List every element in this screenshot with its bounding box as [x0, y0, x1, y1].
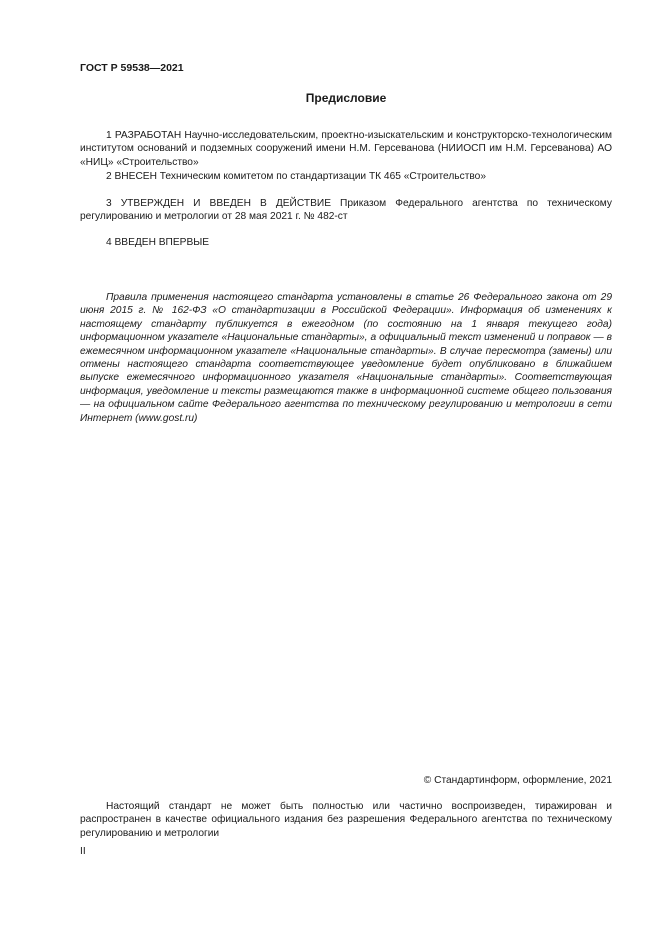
copyright-line: © Стандартинформ, оформление, 2021 — [423, 775, 612, 786]
paragraph-approved: 3 УТВЕРЖДЕН И ВВЕДЕН В ДЕЙСТВИЕ Приказом Федерального агентства по техническому регулированию и метрологии от 28 мая 2021 г. № 482-ст — [80, 198, 612, 223]
document-code: ГОСТ Р 59538—2021 — [80, 62, 184, 74]
paragraph-first-introduced: 4 ВВЕДЕН ВПЕРВЫЕ — [106, 237, 210, 248]
page-number: II — [80, 846, 86, 857]
page-title: Предисловие — [305, 91, 387, 105]
application-rules-notice: Правила применения настоящего стандарта установлены в статье 26 Федерального закона от 29 июня 2015 г. № 162-ФЗ «О стандартизации в Российской Федерации». Информация об изменениях к настоящему стандарту публикуется в ежегодном (по состоянию на 1 января текущего года) информационном указателе «Национальные стандарты», а официальный текст изменений и поправок — в ежемесячном информационном указателе «Национальные стандарты». В случае пересмотра (замены) или отмены настоящего стандарта соответствующее уведомление будет опубликовано в ближайшем выпуске ежемесячного информационного указателя «Национальные стандарты». Соответствующая информация, уведомление и тексты размещаются также в информационной системе общего пользования — на официальном сайте Федерального агентства по техническому регулированию и метрологии в сети Интернет (www.gost.ru) — [80, 292, 612, 424]
paragraph-developed-by: 1 РАЗРАБОТАН Научно-исследовательским, проектно-изыскательским и конструкторско-технологическим институтом оснований и подземных сооружений имени Н.М. Герсеванова (НИИОСП им Н.М. Герсеванова) АО «НИЦ» «Строительство» — [80, 130, 612, 168]
reproduction-rights-notice: Настоящий стандарт не может быть полностью или частично воспроизведен, тиражирован и распространен в качестве официального издания без разрешения Федерального агентства по техническому регулированию и метрологии — [80, 801, 612, 839]
paragraph-introduced-by: 2 ВНЕСЕН Техническим комитетом по стандартизации ТК 465 «Строительство» — [106, 171, 486, 182]
